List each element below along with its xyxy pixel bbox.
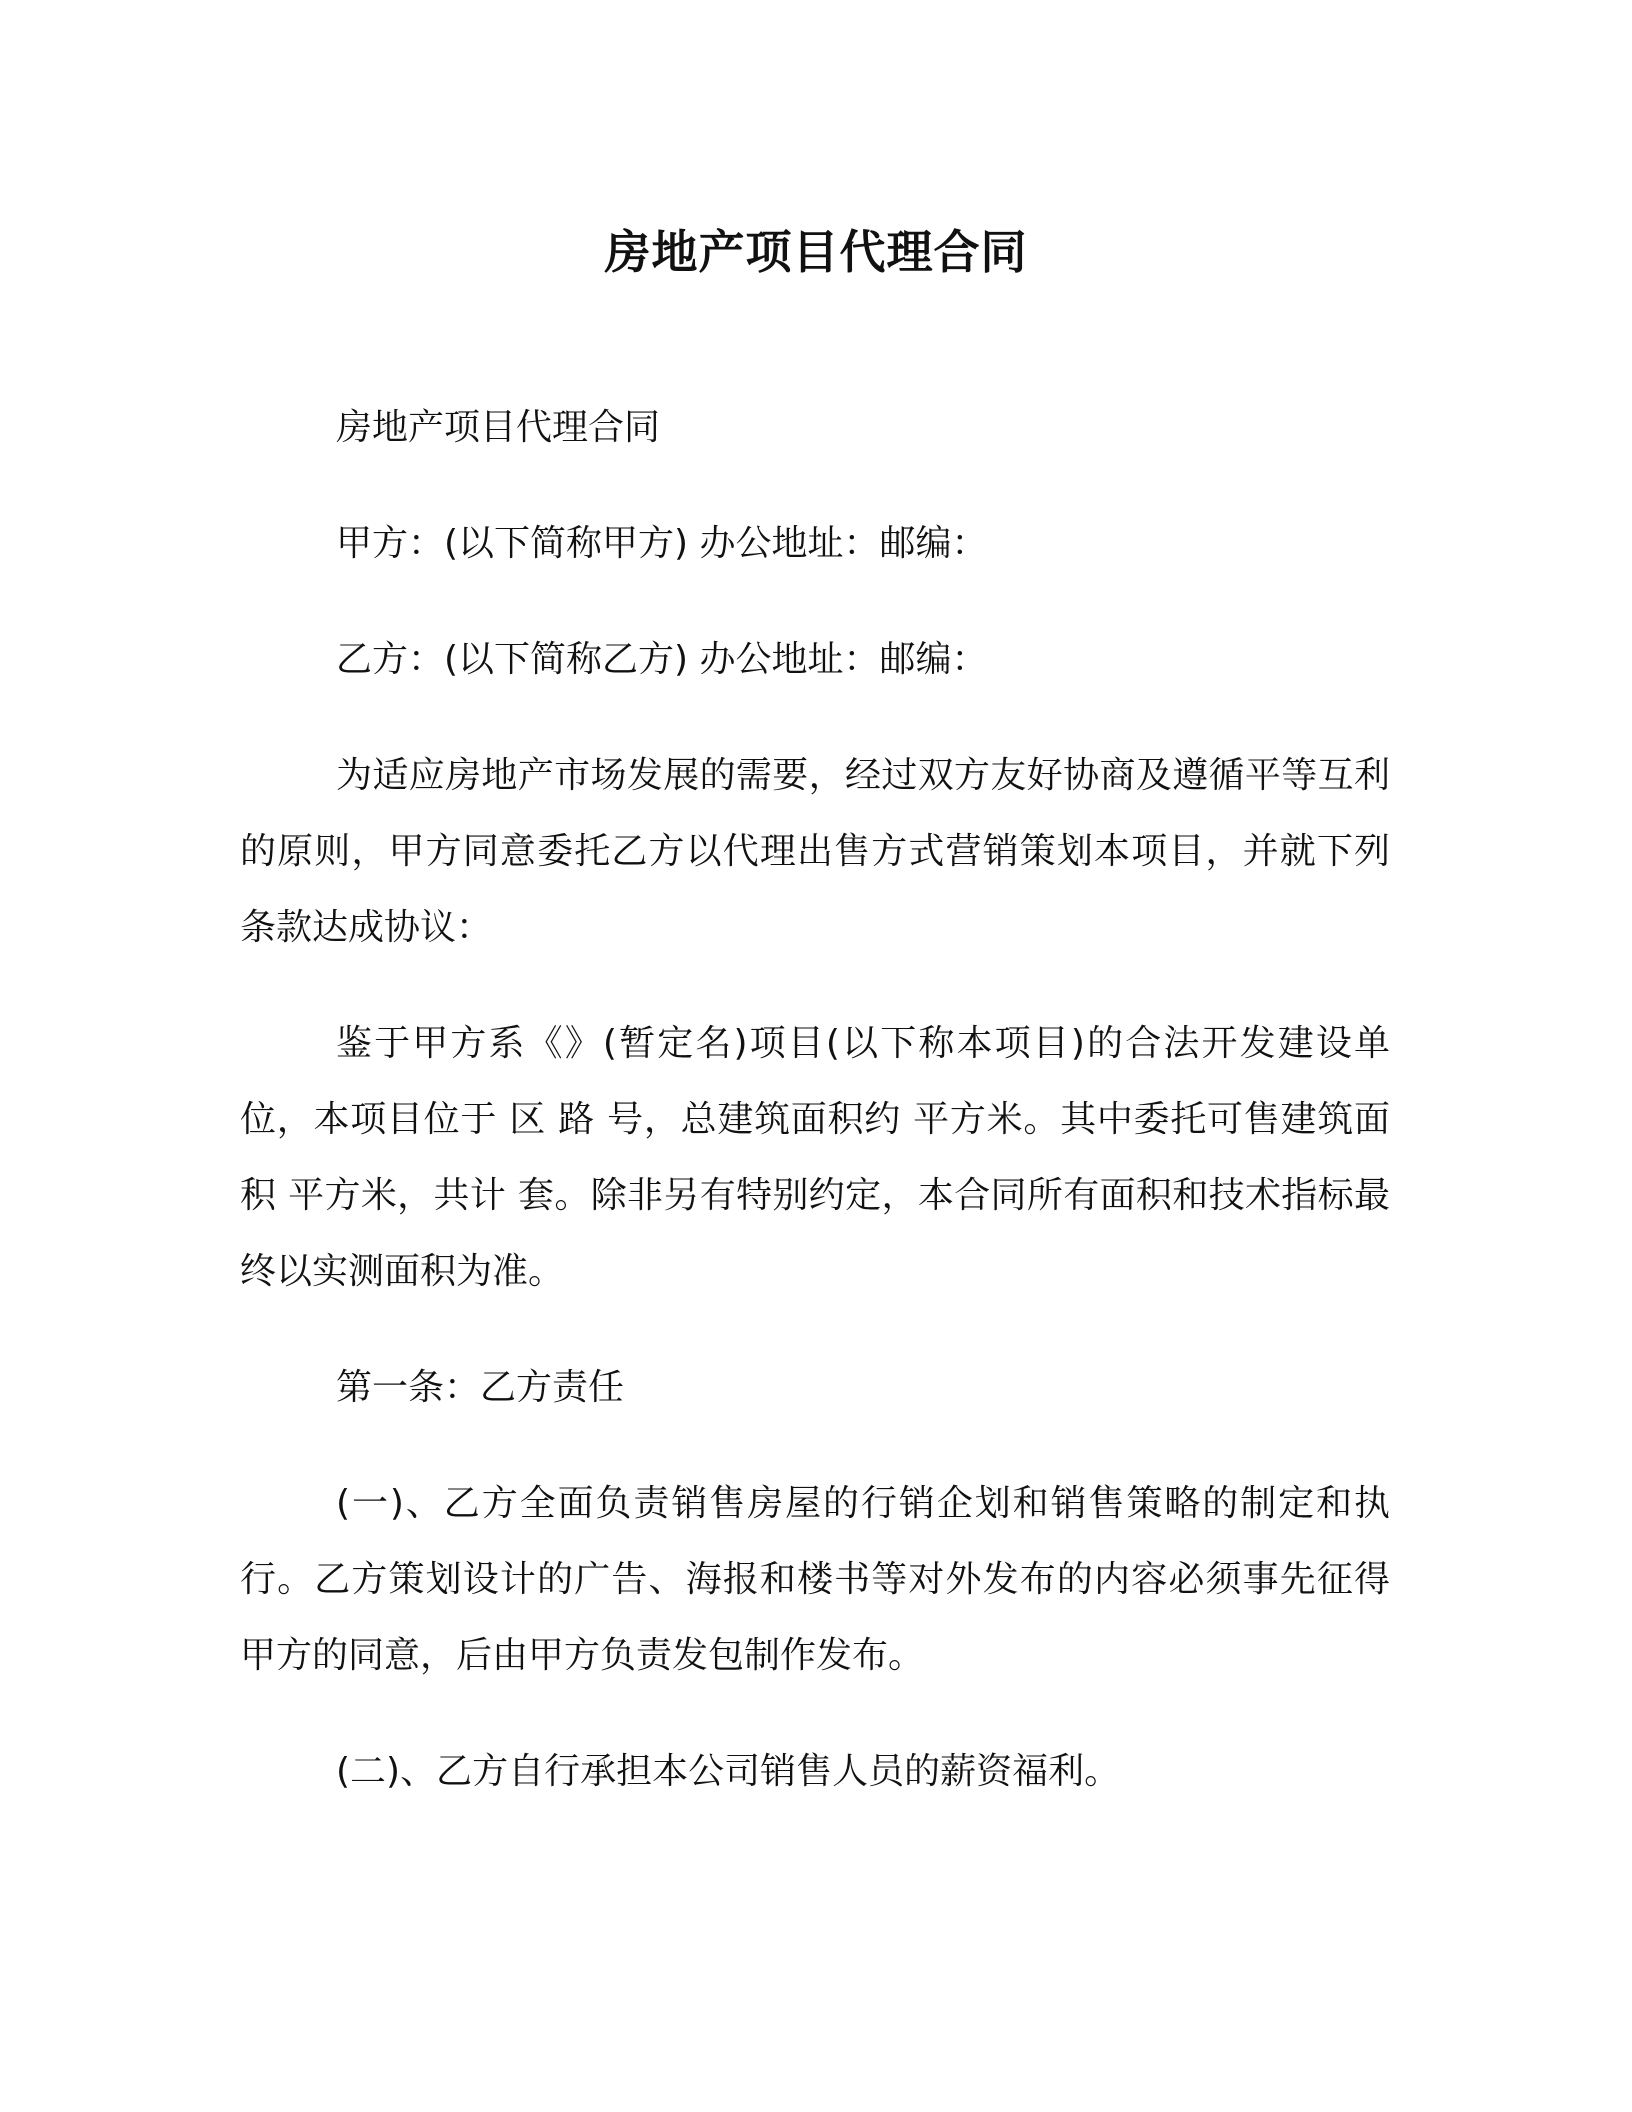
paragraph-article-one-heading: 第一条：乙方责任 xyxy=(336,1367,625,1408)
paragraph-preamble: 为适应房地产市场发展的需要，经过双方友好协商及遵循平等互利的原则，甲方同意委托乙方以代理出售方式营销策划本项目，并就下列条款达成协议： xyxy=(240,755,1390,948)
paragraph-heading: 房地产项目代理合同 xyxy=(336,407,661,448)
paragraph-project-description: 鉴于甲方系《》(暂定名)项目(以下称本项目)的合法开发建设单位，本项目位于 区 路 号，总建筑面积约 平方米。其中委托可售建筑面积 平方米，共计 套。除非另有特别约定，本合同所有面积和技术指标最终以实测面积为准。 xyxy=(240,1023,1390,1292)
paragraph-party-b: 乙方：(以下简称乙方) 办公地址：邮编： xyxy=(336,639,988,680)
paragraph-party-a: 甲方：(以下简称甲方) 办公地址：邮编： xyxy=(336,523,988,564)
paragraph-article-one-item-1: (一)、乙方全面负责销售房屋的行销企划和销售策略的制定和执行。乙方策划设计的广告、海报和楼书等对外发布的内容必须事先征得甲方的同意，后由甲方负责发包制作发布。 xyxy=(240,1483,1390,1676)
document-body xyxy=(240,390,1390,1850)
document-title: 房地产项目代理合同 xyxy=(604,225,1028,279)
paragraph-article-one-item-2: (二)、乙方自行承担本公司销售人员的薪资福利。 xyxy=(336,1751,1121,1792)
